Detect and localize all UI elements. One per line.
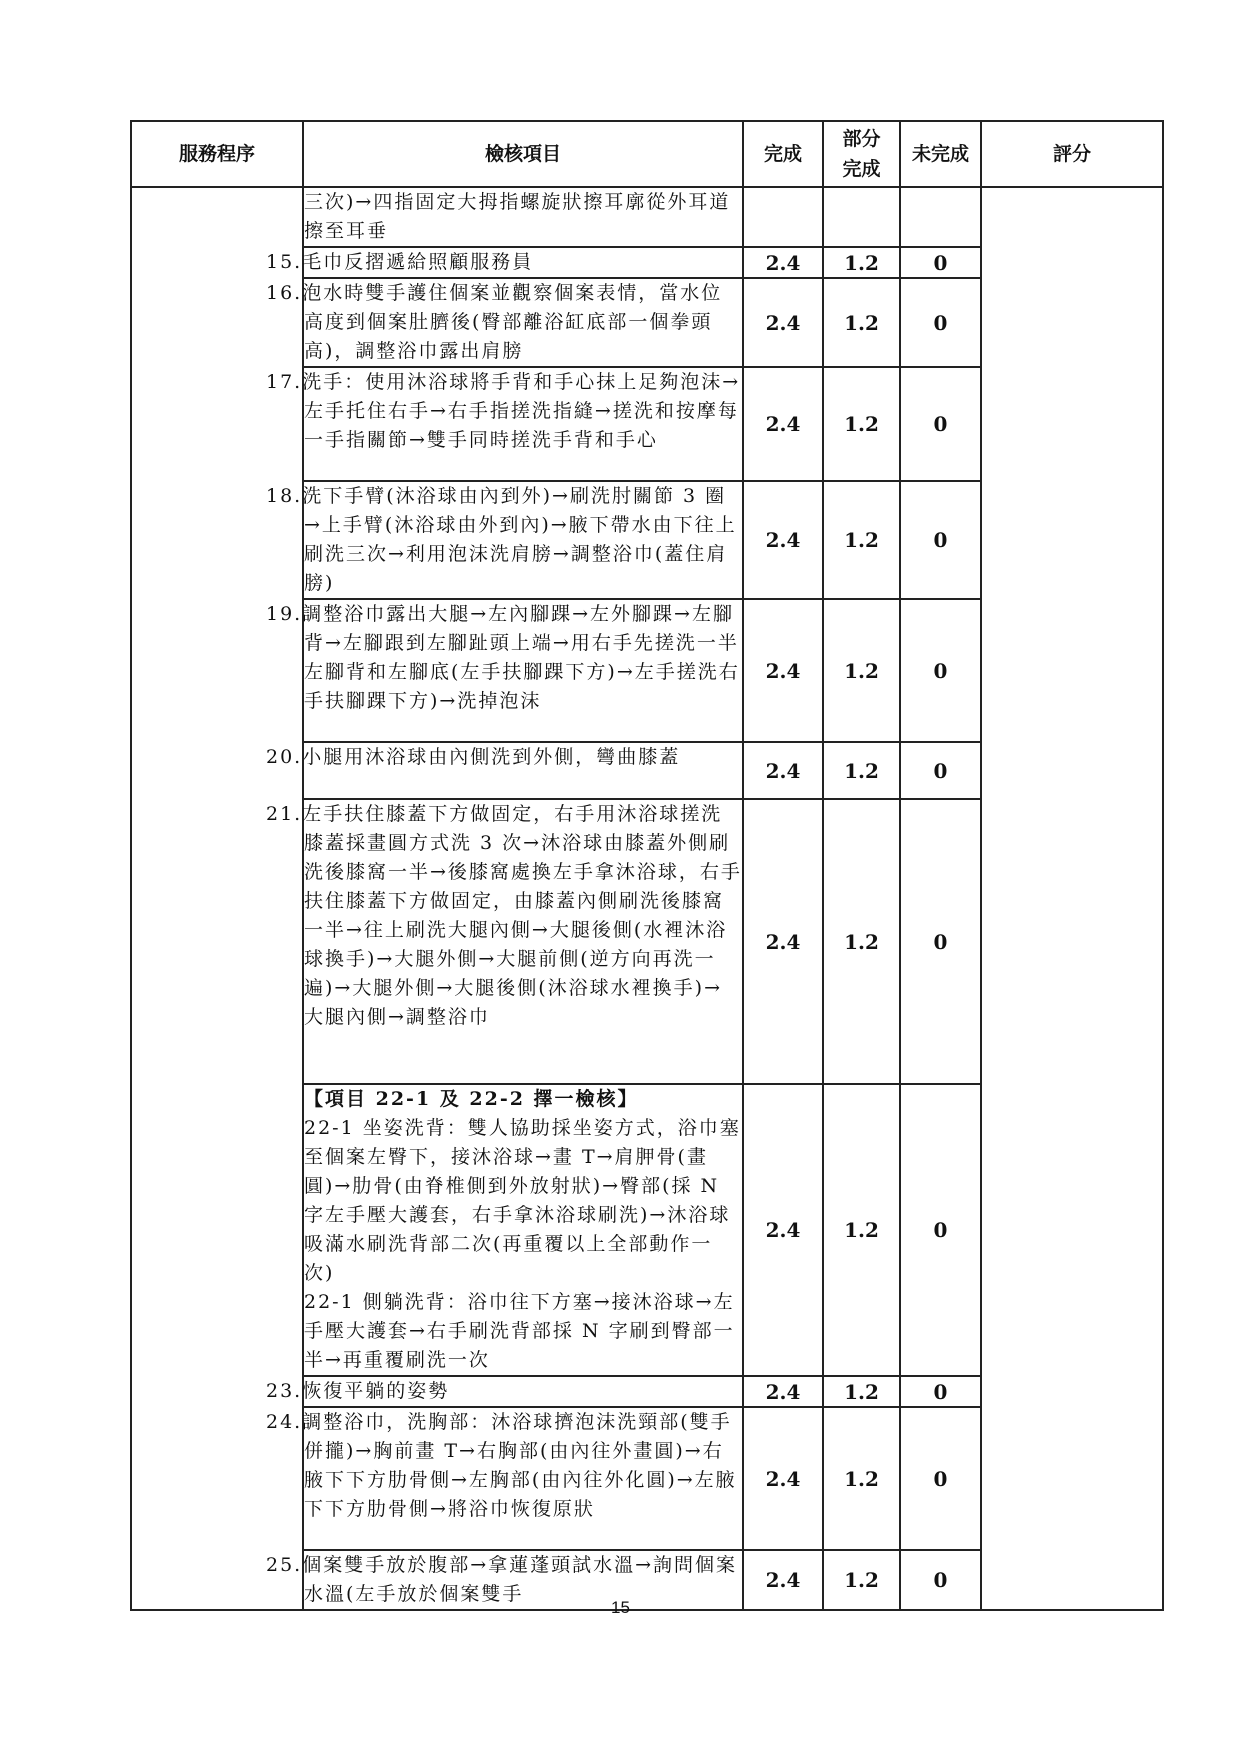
item-21-partial: 1.2 xyxy=(823,799,900,1084)
item-22-text: 22-1 坐姿洗背：雙人協助採坐姿方式，浴巾塞至個案左臀下，接沐浴球→畫 T→肩胛骨(畫圓)→肋骨(由脊椎側到外放射狀)→臀部(採 N 字左手壓大護套，右手拿沐浴球刷洗)→沐浴球吸滿水刷洗背部二次(再重覆以上全部動作一次) xyxy=(304,1117,741,1284)
item-25-incomplete: 0 xyxy=(900,1550,981,1610)
item-15-complete: 2.4 xyxy=(743,247,823,278)
item-15-incomplete: 0 xyxy=(900,247,981,278)
item-18-complete: 2.4 xyxy=(743,481,823,599)
item-21-text: 21.左手扶住膝蓋下方做固定，右手用沐浴球搓洗膝蓋採畫圓方式洗 3 次→沐浴球由膝蓋外側刷洗後膝窩一半→後膝窩處換左手拿沐浴球，右手扶住膝蓋下方做固定，由膝蓋內側刷洗後膝窩一半→往上刷洗大腿內側→大腿後側(水裡沐浴球換手)→大腿外側→大腿前側(逆方向再洗一遍)→大腿外側→大腿後側(沐浴球水裡換手)→大腿內側→調整浴巾 xyxy=(303,799,743,1084)
item-18-text: 18.洗下手臂(沐浴球由內到外)→刷洗肘關節 3 圈→上手臂(沐浴球由外到內)→腋下帶水由下往上刷洗三次→利用泡沫洗肩膀→調整浴巾(蓋住肩膀) xyxy=(303,481,743,599)
item-16-complete: 2.4 xyxy=(743,278,823,367)
item-20-complete: 2.4 xyxy=(743,742,823,799)
item-25-text: 25.個案雙手放於腹部→拿蓮蓬頭試水溫→詢問個案水溫(左手放於個案雙手 xyxy=(303,1550,743,1610)
item-23-partial: 1.2 xyxy=(823,1376,900,1407)
item-19-partial: 1.2 xyxy=(823,599,900,742)
item-24-complete: 2.4 xyxy=(743,1407,823,1550)
item-15-text: 15.毛巾反摺遞給照顧服務員 xyxy=(303,247,743,278)
complete-cell-blank xyxy=(743,187,823,247)
item-17-partial: 1.2 xyxy=(823,367,900,481)
item-16-partial: 1.2 xyxy=(823,278,900,367)
item-25-partial: 1.2 xyxy=(823,1550,900,1610)
header-complete: 完成 xyxy=(743,121,823,187)
item-19-text: 19.調整浴巾露出大腿→左內腳踝→左外腳踝→左腳背→左腳跟到左腳趾頭上端→用右手先搓洗一半左腳背和左腳底(左手扶腳踝下方)→左手搓洗右手扶腳踝下方)→洗掉泡沫 xyxy=(303,599,743,742)
score-cell xyxy=(981,187,1163,1610)
item-15-partial: 1.2 xyxy=(823,247,900,278)
item-22-incomplete: 0 xyxy=(900,1084,981,1376)
item-21-complete: 2.4 xyxy=(743,799,823,1084)
checklist-table xyxy=(130,120,1164,1611)
item-20-incomplete: 0 xyxy=(900,742,981,799)
table-row-continuation xyxy=(131,187,1163,247)
item-22-partial: 1.2 xyxy=(823,1084,900,1376)
item-22-text2: 22-1 側躺洗背：浴巾往下方塞→接沐浴球→左手壓大護套→右手刷洗背部採 N 字刷到臀部一半→再重覆刷洗一次 xyxy=(304,1291,735,1371)
item-18-incomplete: 0 xyxy=(900,481,981,599)
item-25-complete: 2.4 xyxy=(743,1550,823,1610)
page-number: 15 xyxy=(611,1598,630,1617)
item-16-incomplete: 0 xyxy=(900,278,981,367)
header-procedure: 服務程序 xyxy=(131,121,303,187)
item-22-complete: 2.4 xyxy=(743,1084,823,1376)
item-18-partial: 1.2 xyxy=(823,481,900,599)
item-16-text: 16.泡水時雙手護住個案並觀察個案表情，當水位高度到個案肚臍後(臀部離浴缸底部一個拳頭高)，調整浴巾露出肩膀 xyxy=(303,278,743,367)
incomplete-cell-blank xyxy=(900,187,981,247)
item-23-complete: 2.4 xyxy=(743,1376,823,1407)
item-19-complete: 2.4 xyxy=(743,599,823,742)
item-17-incomplete: 0 xyxy=(900,367,981,481)
partial-cell-blank xyxy=(823,187,900,247)
item-17-text: 17.洗手：使用沐浴球將手背和手心抹上足夠泡沫→左手托住右手→右手指搓洗指縫→搓洗和按摩每一手指關節→雙手同時搓洗手背和手心 xyxy=(303,367,743,481)
item-24-incomplete: 0 xyxy=(900,1407,981,1550)
header-score: 評分 xyxy=(981,121,1163,187)
header-partial xyxy=(823,121,900,187)
item-21-incomplete: 0 xyxy=(900,799,981,1084)
header-incomplete: 未完成 xyxy=(900,121,981,187)
header-row xyxy=(131,121,1163,187)
header-check-item: 檢核項目 xyxy=(303,121,743,187)
continuation-text: 三次)→四指固定大拇指螺旋狀擦耳廓從外耳道擦至耳垂 xyxy=(303,187,743,247)
header-partial-line2: 完成 xyxy=(842,158,881,180)
item-20-partial: 1.2 xyxy=(823,742,900,799)
item-23-incomplete: 0 xyxy=(900,1376,981,1407)
item-24-partial: 1.2 xyxy=(823,1407,900,1550)
item-24-text: 24.調整浴巾，洗胸部：沐浴球擠泡沫洗頸部(雙手併攏)→胸前畫 T→右胸部(由內往外畫圓)→右腋下下方肋骨側→左胸部(由內往外化圓)→左腋下下方肋骨側→將浴巾恢復原狀 xyxy=(303,1407,743,1550)
item-22-cell xyxy=(303,1084,743,1376)
item-17-complete: 2.4 xyxy=(743,367,823,481)
item-23-text: 23.恢復平躺的姿勢 xyxy=(303,1376,743,1407)
item-22-heading: 【項目 22-1 及 22-2 擇一檢核】 xyxy=(304,1088,639,1110)
item-20-text: 20.小腿用沐浴球由內側洗到外側，彎曲膝蓋 xyxy=(303,742,743,799)
header-partial-line1: 部分 xyxy=(842,128,881,150)
item-19-incomplete: 0 xyxy=(900,599,981,742)
